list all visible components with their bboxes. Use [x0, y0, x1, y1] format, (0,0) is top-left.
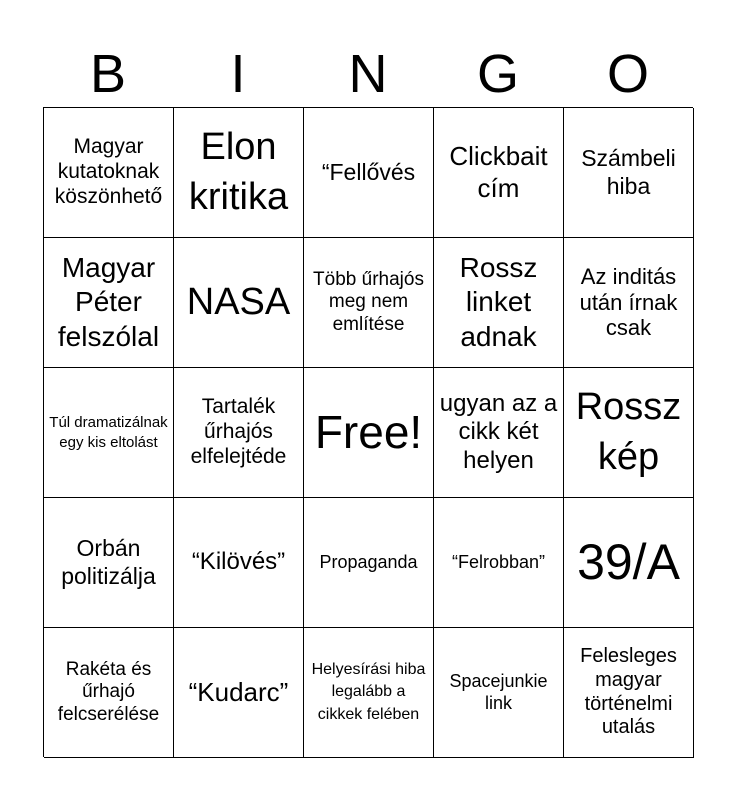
- bingo-cell[interactable]: “Kudarc”: [174, 628, 304, 758]
- bingo-cell[interactable]: Rakéta és űrhajó felcserélése: [44, 628, 174, 758]
- bingo-cell[interactable]: NASA: [174, 238, 304, 368]
- bingo-cell[interactable]: Számbeli hiba: [564, 108, 694, 238]
- header-letter-o: O: [606, 44, 649, 104]
- header-letter-n: N: [348, 44, 388, 104]
- bingo-cell[interactable]: Túl dramatizálnak egy kis eltolást: [44, 368, 174, 498]
- bingo-cell[interactable]: Spacejunkie link: [434, 628, 564, 758]
- bingo-cell[interactable]: Propaganda: [304, 498, 434, 628]
- bingo-cell[interactable]: Magyar kutatoknak köszönhető: [44, 108, 174, 238]
- bingo-header: [43, 40, 693, 108]
- bingo-board: [43, 107, 693, 757]
- bingo-cell[interactable]: Felesleges magyar történelmi utalás: [564, 628, 694, 758]
- bingo-cell[interactable]: Clickbait cím: [434, 108, 564, 238]
- bingo-cell[interactable]: Magyar Péter felszólal: [44, 238, 174, 368]
- header-letter-b: B: [89, 44, 127, 104]
- bingo-cell[interactable]: “Felrobban”: [434, 498, 564, 628]
- bingo-cell[interactable]: Az inditás után írnak csak: [564, 238, 694, 368]
- bingo-cell[interactable]: Több űrhajós meg nem említése: [304, 238, 434, 368]
- bingo-cell[interactable]: 39/A: [564, 498, 694, 628]
- bingo-cell[interactable]: Tartalék űrhajós elfelejtéde: [174, 368, 304, 498]
- bingo-cell[interactable]: Rossz kép: [564, 368, 694, 498]
- bingo-cell[interactable]: Elon kritika: [174, 108, 304, 238]
- bingo-cell[interactable]: Free!: [304, 368, 434, 498]
- header-letter-g: G: [476, 44, 519, 104]
- bingo-cell[interactable]: Rossz linket adnak: [434, 238, 564, 368]
- header-letter-i: I: [230, 44, 246, 104]
- bingo-cell[interactable]: ugyan az a cikk két helyen: [434, 368, 564, 498]
- bingo-cell[interactable]: Helyesírási hiba legalább a cikkek felében: [304, 628, 434, 758]
- bingo-cell[interactable]: “Kilövés”: [174, 498, 304, 628]
- bingo-cell[interactable]: Orbán politizálja: [44, 498, 174, 628]
- bingo-cell[interactable]: “Fellővés: [304, 108, 434, 238]
